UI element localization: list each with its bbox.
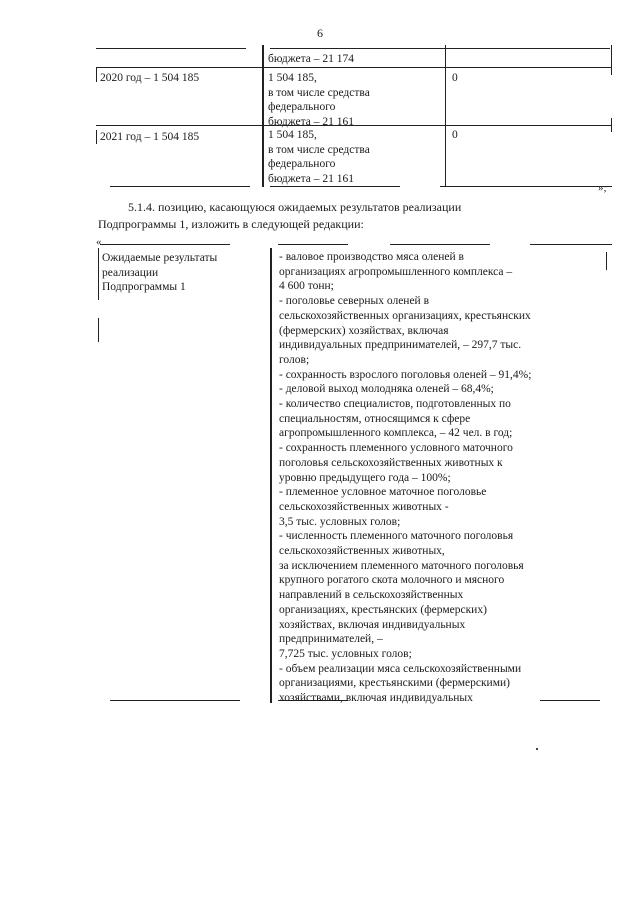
year-2021-cell: 2021 год – 1 504 185 <box>100 131 200 143</box>
result-line: 3,5 тыс. условных голов; <box>279 515 401 528</box>
result-line: - поголовье северных оленей в <box>279 295 430 308</box>
result-line: голов; <box>279 353 310 366</box>
year-2020-cell: 2020 год – 1 504 185 <box>100 72 200 84</box>
result-line: - племенное условное маточное поголовье <box>279 486 487 499</box>
result-line: за исключением племенного маточного поголовья <box>279 559 524 572</box>
table-line <box>96 67 611 68</box>
table-line <box>270 48 610 49</box>
result-line: 4 600 тонн; <box>279 280 334 293</box>
table-line <box>445 45 446 187</box>
amount-2021-cell <box>268 128 370 186</box>
label-line: Ожидаемые результаты <box>102 252 218 264</box>
result-line: хозяйствах, включая индивидуальных <box>279 618 466 631</box>
result-line: предпринимателей, – <box>279 633 383 646</box>
table-line <box>611 45 612 75</box>
open-quote: « <box>96 236 102 248</box>
result-line: сельскохозяйственных организациях, крестьянских <box>279 309 531 322</box>
result-line: - сохранность взрослого поголовья оленей – 91,4%; <box>279 368 532 381</box>
result-line: организациях агропромышленного комплекса – <box>279 265 513 278</box>
other-2020-cell: 0 <box>452 72 458 84</box>
table-line <box>611 118 612 132</box>
result-line: организациями, крестьянскими (фермерскими) <box>279 677 510 690</box>
amount-line: в том числе средства <box>268 143 370 156</box>
table-line <box>110 186 250 187</box>
result-line: поголовья сельскохозяйственных животных к <box>279 456 503 469</box>
result-line: (фермерских) хозяйствах, включая <box>279 324 449 337</box>
result-line: специальностям, относящимся к сфере <box>279 412 471 425</box>
amount-line: 1 504 185, <box>268 129 317 141</box>
result-line: 7,725 тыс. условных голов; <box>279 647 412 660</box>
scan-speck <box>536 748 538 750</box>
table-line <box>100 244 230 245</box>
amount-line: федерального <box>268 158 336 171</box>
amount-line: в том числе средства <box>268 86 370 99</box>
label-line: Подпрограммы 1 <box>102 281 186 294</box>
table-line <box>96 130 97 144</box>
table-line <box>606 252 607 270</box>
table-line <box>270 248 272 703</box>
result-line: - объем реализации мяса сельскохозяйственными <box>279 662 522 675</box>
table-line <box>96 68 97 82</box>
paragraph-line-1 <box>128 199 598 215</box>
result-line: направлений в сельскохозяйственных <box>279 589 464 602</box>
result-line: - сохранность племенного условного маточного <box>279 442 513 455</box>
result-line: агропромышленного комплекса, – 42 чел. в год; <box>279 427 513 440</box>
result-line: крупного рогатого скота молочного и мясного <box>279 574 505 587</box>
result-line: уровню предыдущего года – 100%; <box>279 471 451 484</box>
amount-line: бюджета – 21 161 <box>268 115 355 128</box>
table-line <box>278 244 348 245</box>
result-line: сельскохозяйственных животных - <box>279 500 449 513</box>
table-line <box>440 186 612 187</box>
result-line: - количество специалистов, подготовленных по <box>279 398 511 411</box>
result-line: сельскохозяйственных животных, <box>279 545 445 558</box>
result-line: организациях, крестьянских (фермерских) <box>279 603 487 616</box>
result-line: - валовое производство мяса оленей в <box>279 251 464 263</box>
result-line: - деловой выход молодняка оленей – 68,4%; <box>279 383 494 396</box>
paragraph-line-2: Подпрограммы 1, изложить в следующей редакции: <box>98 217 364 231</box>
result-line: индивидуальных предпринимателей, – 297,7 тыс. <box>279 339 522 352</box>
table-line <box>540 700 600 701</box>
page-number: 6 <box>317 26 323 40</box>
budget-fragment: бюджета – 21 174 <box>268 53 355 65</box>
table-line <box>262 45 264 187</box>
result-line: хозяйствами, включая индивидуальных <box>279 692 473 705</box>
results-content-cell <box>279 250 531 706</box>
result-line: - численность племенного маточного поголовья <box>279 530 514 543</box>
closing-quote: »; <box>598 182 607 194</box>
label-line: реализации <box>102 266 159 279</box>
amount-line: 1 504 185, <box>268 72 317 84</box>
amount-line: бюджета – 21 161 <box>268 172 355 185</box>
table-line <box>390 244 490 245</box>
other-2021-cell: 0 <box>452 129 458 141</box>
results-label-cell <box>102 251 217 295</box>
table-line <box>96 48 246 49</box>
table-line <box>110 700 240 701</box>
paragraph-text: 5.1.4. позицию, касающуюся ожидаемых результатов реализации <box>128 200 462 214</box>
amount-2020-cell <box>268 71 370 129</box>
table-line <box>530 244 612 245</box>
table-line <box>98 248 99 300</box>
amount-line: федерального <box>268 101 336 114</box>
table-line <box>98 318 99 342</box>
